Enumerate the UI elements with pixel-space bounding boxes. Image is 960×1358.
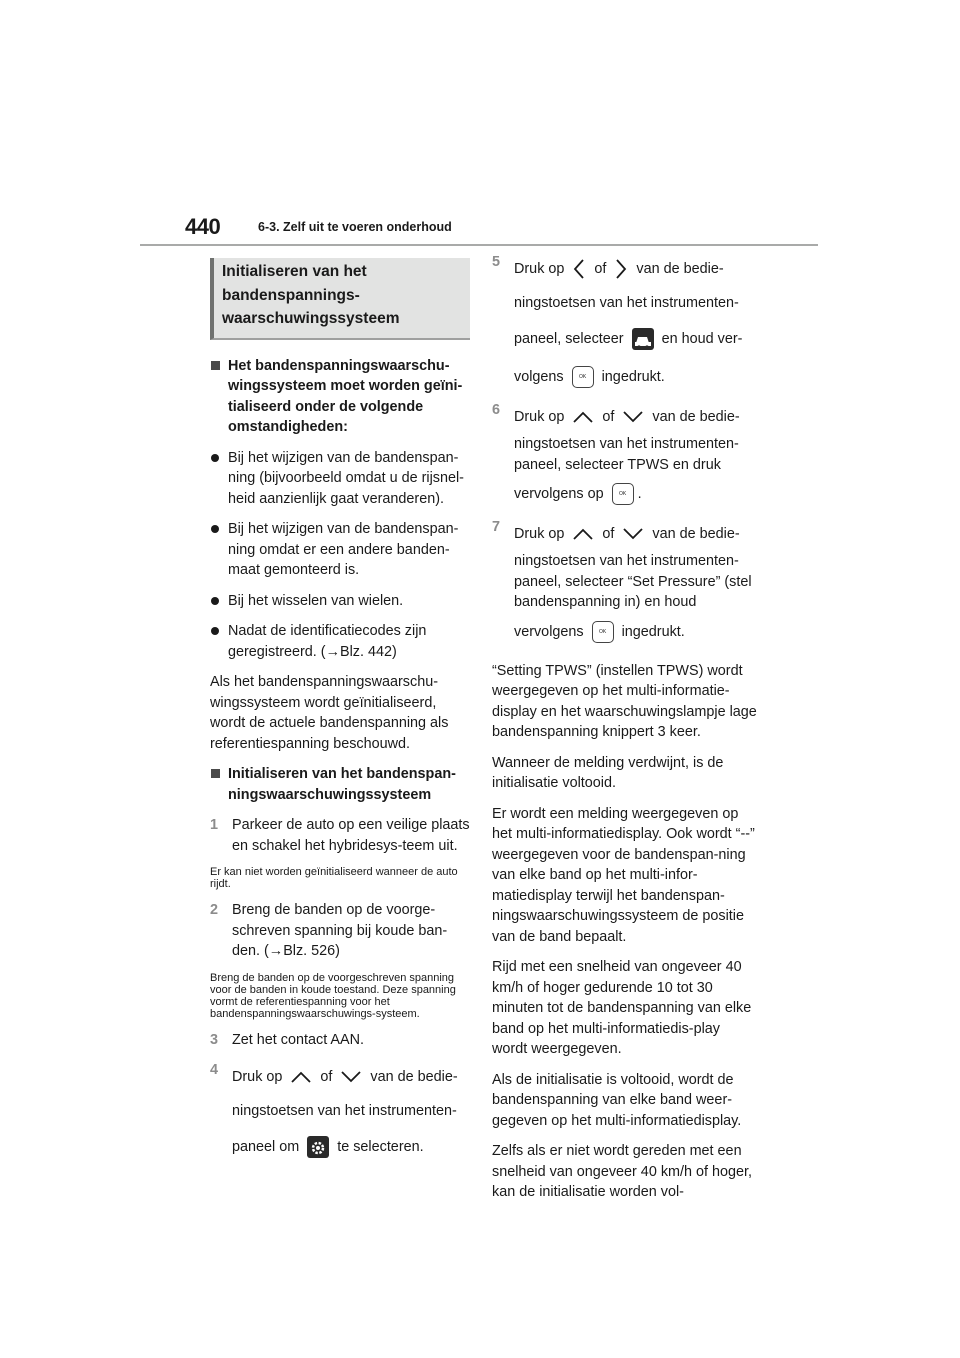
chevron-left-icon bbox=[572, 258, 586, 280]
bullet-icon bbox=[211, 627, 219, 635]
chevron-down-icon bbox=[340, 1070, 362, 1084]
step-1: 1 Parkeer de auto op een veilige plaats en schakel het hybridesys-teem uit. bbox=[210, 817, 470, 854]
step-4: 4 Druk op of van de bedie-ningstoetsen van het instrumenten- paneel om te selecteren. bbox=[210, 1060, 470, 1166]
subheading-circumstances: Het bandenspanningswaarschu-wingssysteem moet worden geïni-tialiseerd onder de volgende omstandigheden: bbox=[210, 356, 470, 438]
bullet-icon bbox=[211, 454, 219, 462]
ok-button-icon: OK bbox=[612, 483, 634, 505]
chevron-up-icon bbox=[572, 410, 594, 424]
note: Er kan niet worden geïnitialiseerd wanneer de auto rijdt. bbox=[210, 866, 458, 890]
chevron-down-icon bbox=[622, 410, 644, 424]
step-number: 5 bbox=[492, 254, 501, 270]
step-6: 6 Druk op of van de bedie- ningstoetsen van het instrumenten-paneel, selecteer TPWS en druk vervolgens op OK . bbox=[492, 400, 757, 513]
gear-icon bbox=[307, 1136, 329, 1158]
heading-line-2: bandenspannings- bbox=[222, 286, 360, 304]
step-number: 2 bbox=[210, 902, 219, 918]
subheading-procedure: Initialiseren van het bandenspan-ningswaarschuwingssysteem bbox=[210, 764, 470, 805]
step-number: 7 bbox=[492, 519, 501, 535]
vehicle-settings-icon bbox=[632, 328, 654, 350]
left-column bbox=[210, 258, 470, 1176]
paragraph: Zelfs als er niet wordt gereden met een snelheid van ongeveer 40 km/h of hoger, kan de initialisatie worden vol- bbox=[492, 1143, 753, 1200]
paragraph: “Setting TPWS” (instellen TPWS) wordt weergegeven op het multi-informatie-display en het waarschuwingslampje lage bandenspanning knippert 3 keer. bbox=[492, 662, 757, 740]
paragraph: Als het bandenspanningswaarschu-wingssysteem wordt geïnitialiseerd, wordt de actuele bandenspanning als referentiespanning beschouwd. bbox=[210, 674, 449, 752]
header-divider bbox=[140, 244, 818, 246]
bullet-icon bbox=[211, 597, 219, 605]
list-item: Bij het wijzigen van de bandenspan-ning (bijvoorbeeld omdat u de rijsnel-heid aanzienlijk gaat veranderen). bbox=[210, 448, 470, 510]
chevron-down-icon bbox=[622, 527, 644, 541]
list-item: Nadat de identificatiecodes zijn geregistreerd. (→Blz. 442) bbox=[210, 621, 470, 662]
note: Breng de banden op de voorgeschreven spanning voor de banden in koude toestand. Deze spanning vormt de referentiespanning voor het bandenspanningswaarschuwings-systeem. bbox=[210, 971, 456, 1020]
page-number: 440 bbox=[185, 214, 221, 239]
step-2: 2 Breng de banden op de voorge-schreven spanning bij koude ban-den. (→Blz. 526) bbox=[210, 902, 448, 959]
right-column bbox=[492, 254, 757, 1213]
chevron-up-icon bbox=[572, 527, 594, 541]
section-heading-box bbox=[210, 258, 470, 340]
chevron-up-icon bbox=[290, 1070, 312, 1084]
chevron-right-icon bbox=[614, 258, 628, 280]
bullet-icon bbox=[211, 525, 219, 533]
step-7: 7 Druk op of van de bedie- ningstoetsen van het instrumenten-paneel, selecteer “Set Pressure” (stel bandenspanning in) en houd vervolgens OK ingedrukt. bbox=[492, 517, 757, 651]
step-number: 3 bbox=[210, 1031, 219, 1048]
section-title: 6-3. Zelf uit te voeren onderhoud bbox=[258, 220, 452, 234]
paragraph: Wanneer de melding verdwijnt, is de initialisatie voltooid. bbox=[492, 754, 724, 791]
heading-line-3: waarschuwingssysteem bbox=[222, 310, 400, 327]
step-5: 5 Druk op of van de bedie- ningstoetsen van het instrumenten- paneel, selecteer en houd ver- volgens OK ingedrukt. bbox=[492, 252, 757, 396]
ok-button-icon: OK bbox=[572, 366, 594, 388]
step-number: 1 bbox=[210, 817, 219, 833]
list-item: Bij het wisselen van wielen. bbox=[210, 591, 470, 612]
square-bullet-icon bbox=[211, 361, 220, 370]
square-bullet-icon bbox=[211, 769, 220, 778]
step-3: 3 Zet het contact AAN. bbox=[210, 1030, 470, 1051]
list-item: Bij het wijzigen van de bandenspan-ning omdat er een andere banden-maat gemonteerd is. bbox=[210, 519, 470, 581]
paragraph: Rijd met een snelheid van ongeveer 40 km/h of hoger gedurende 10 tot 30 minuten tot de bandenspanning van elke band op het multi-informatiedis-play wordt weergegeven. bbox=[492, 959, 752, 1057]
step-number: 6 bbox=[492, 402, 501, 418]
heading-line-1: Initialiseren van het bbox=[222, 263, 367, 280]
ok-button-icon: OK bbox=[592, 621, 614, 643]
step-number: 4 bbox=[210, 1062, 219, 1078]
paragraph: Als de initialisatie is voltooid, wordt de bandenspanning van elke band weer-gegeven op het multi-informatiedisplay. bbox=[492, 1071, 742, 1129]
paragraph: Er wordt een melding weergegeven op het multi-informatiedisplay. Ook wordt “--” weergegeven voor de bandenspan-ning van elke band op het multi-infor-matiedisplay terwijl het bandenspan-ningswaarschuwingssysteem de positie van de band bepaalt. bbox=[492, 805, 755, 945]
